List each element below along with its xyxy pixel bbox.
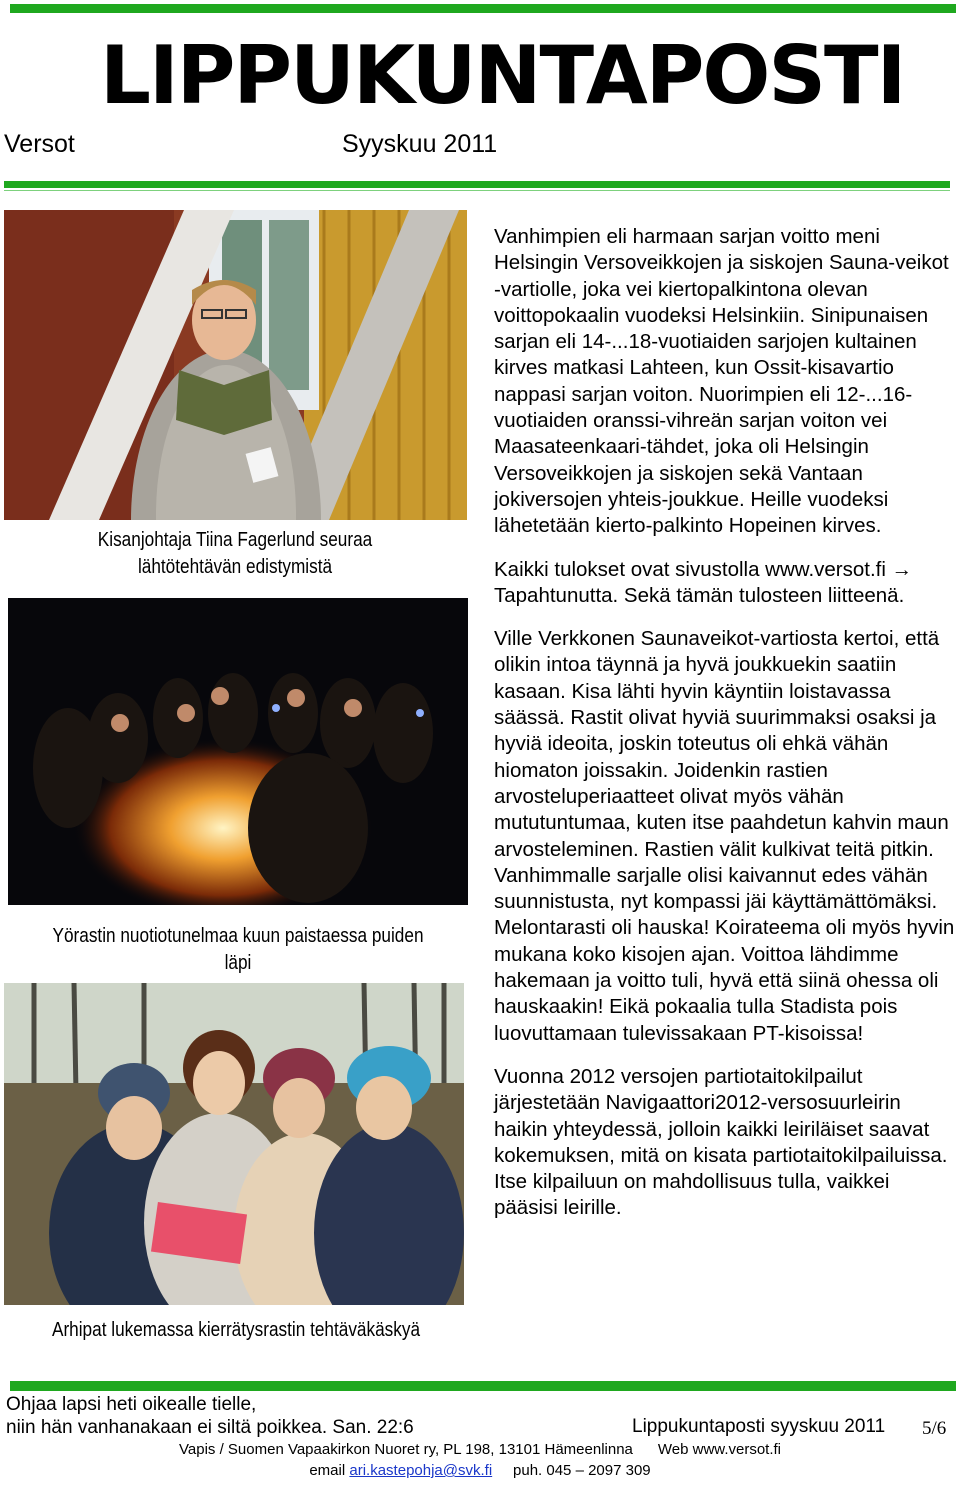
photo-campfire-caption: Yörastin nuotiotunelmaa kuun paistaessa puiden läpi — [52, 925, 424, 974]
page-number: 5/6 — [922, 1418, 947, 1439]
photo-leader — [4, 210, 467, 520]
photo-reading — [4, 983, 464, 1305]
footer-web: Web www.versot.fi — [657, 1441, 781, 1458]
top-green-bar — [10, 4, 956, 13]
photo-campfire — [8, 598, 468, 905]
photo-leader-caption: Kisanjohtaja Tiina Fagerlund seuraa lähtötehtävän edistymistä — [97, 529, 373, 578]
header-divider — [4, 181, 950, 188]
photo-reading-caption: Arhipat lukemassa kierrätysrastin tehtäväkäskyä — [51, 1319, 421, 1341]
footer-bible-quote — [6, 1393, 414, 1439]
header-divider-thin — [4, 190, 950, 191]
article-paragraph-interview: Ville Verkkonen Saunaveikot-vartiosta kertoi, että olikin intoa täynnä ja hyvä joukkuekin saatiin kasaan. Kisa lähti hyvin käyntiin loistavassa säässä. Rastit olivat hyviä suurimmaksi osaksi ja hyviä ideoita, joskin toteutus oli ehkä vähän hiomaton joissakin. Joidenkin rastien arvosteluperiaatteet olivat myös vähän mututuntumaa, kuten itse paahdetun kahvin maun arvosteleminen. Rastien välit kulkivat teitä pitkin. Vanhimmalle sarjalle olisi kaivannut edes vähän suunnistusta, nyt kompassi jäi käyttämättömäksi. Melontarasti oli hauska! Koirateema oli myös hyvin mukana koko kisojen ajan. Voittoa lähdimme hakemaan ja voitto tuli, hyvä että siinä ohessa oli hauskaakin! Eikä pokaalia tulla Stadista pois luovuttamaan tulevissakaan PT-kisoissa! — [494, 627, 955, 1045]
footer-contact-line — [0, 1462, 960, 1479]
article-paragraph-2012: Vuonna 2012 versojen partiotaitokilpailut järjestetään Navigaattori2012-versosuurleirin haikin yhteydessä, jolloin kaikki leiriläiset saavat kokemuksen, mitä on kisata partiotaitokilpailuissa. Itse kilpailuun on mahdollisuus tulla, vaikkei pääsisi leirille. — [494, 1064, 948, 1220]
footer-green-bar — [10, 1381, 956, 1391]
footer-publication: Lippukuntaposti syyskuu 2011 — [632, 1416, 886, 1437]
footer-email-label: email — [309, 1462, 346, 1479]
article-paragraph-results: Vanhimpien eli harmaan sarjan voitto meni Helsingin Versoveikkojen ja siskojen Sauna-veikot -vartiolle, joka vei kiertopalkintona olevan voittopokaalin vuodeksi Helsinkiin. Sinipunaisen sarjan eli 14-...18-vuotiaiden sarjojen kultainen kirves matkasi Lahteen, kun Ossit-kisavartio nappasi sarjan voiton. Nuorimpien eli 12-...16-vuotiaiden oranssi-vihreän sarjan voiton vei Maasateenkaari-tähdet, joka oli Helsingin Versoveikkojen ja siskojen sekä Vantaan jokiversojen yhteis-joukkue. Heille vuodeksi lähetetään kierto-palkinto Hopeinen kirves. — [494, 225, 949, 538]
footer-quote-line2: niin hän vanhanakaan ei siltä poikkea. San. 22:6 — [6, 1417, 414, 1438]
newsletter-title: LIPPUKUNTAPOSTI — [100, 29, 905, 122]
section-name: Versot — [4, 130, 75, 158]
article-body — [494, 224, 956, 1239]
issue-date: Syyskuu 2011 — [342, 130, 498, 158]
footer-email-link[interactable]: ari.kastepohja@svk.fi — [349, 1462, 493, 1479]
footer-quote-line1: Ohjaa lapsi heti oikealle tielle, — [6, 1394, 257, 1415]
footer-address: Vapis / Suomen Vapaakirkon Nuoret ry, PL 198, 13101 Hämeenlinna — [179, 1441, 633, 1458]
article-paragraph-link: Kaikki tulokset ovat sivustolla www.versot.fi → Tapahtunutta. Sekä tämän tulosteen liitteenä. — [494, 557, 913, 607]
footer-phone: puh. 045 – 2097 309 — [513, 1462, 651, 1479]
footer-address-line — [0, 1441, 960, 1458]
